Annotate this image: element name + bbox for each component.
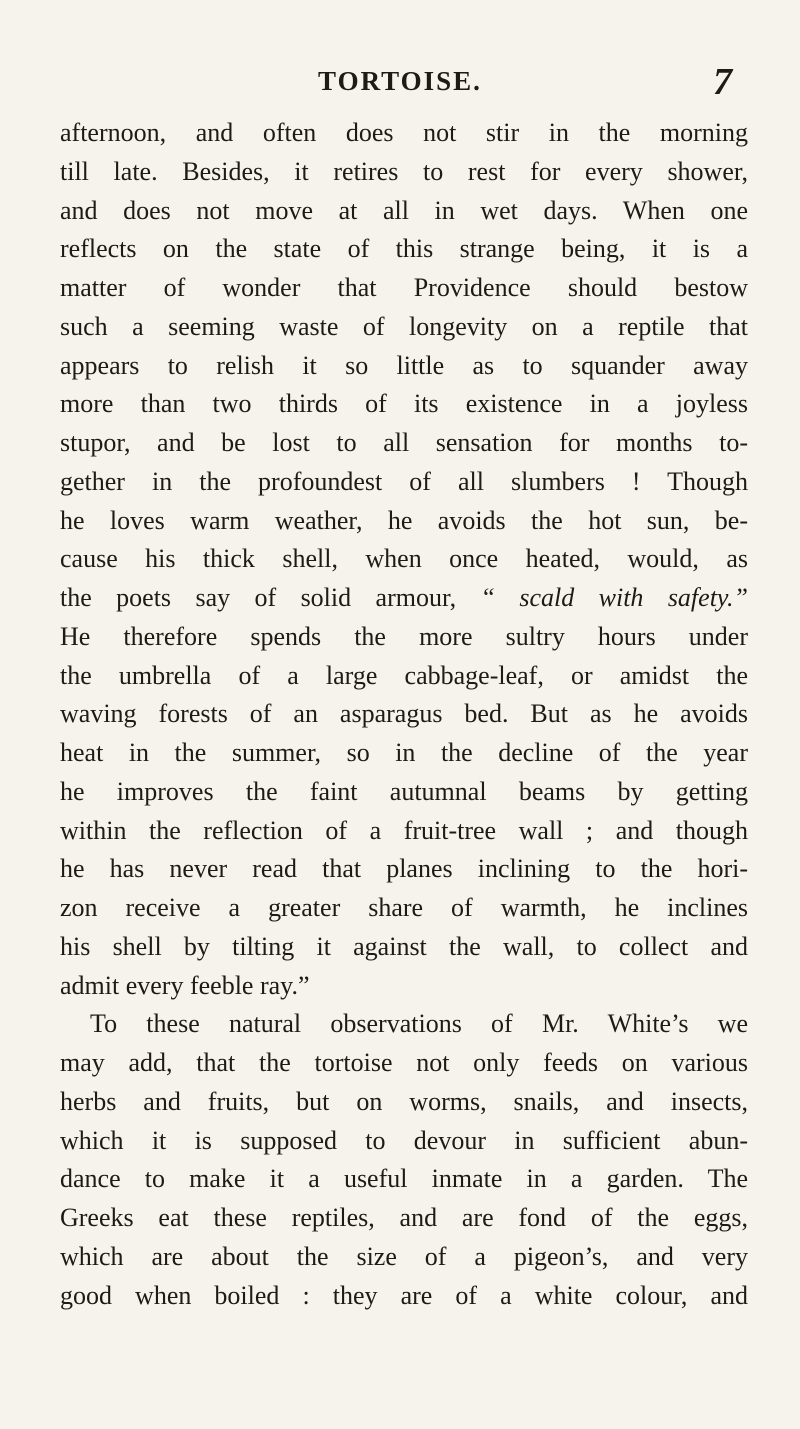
quote-italic-text: “ scald with safety.”: [480, 583, 748, 612]
text-line: appears to relish it so little as to squander away: [60, 350, 748, 380]
text-line: dance to make it a useful inmate in a garden. The: [60, 1164, 748, 1194]
text-line-quote: [60, 579, 748, 618]
text-line: he loves warm weather, he avoids the hot sun, be-: [60, 505, 748, 535]
text-line: within the reflection of a fruit-tree wall ; and though: [60, 815, 748, 845]
text-line-paragraph-start: To these natural observations of Mr. White’s we: [90, 1009, 748, 1039]
text-line: afternoon, and often does not stir in the morning: [60, 118, 748, 147]
text-line: such a seeming waste of longevity on a reptile that: [60, 311, 748, 341]
text-line: his shell by tilting it against the wall, to collect and: [60, 931, 748, 961]
text-line: may add, that the tortoise not only feeds on various: [60, 1048, 748, 1077]
text-line: more than two thirds of its existence in a joyless: [60, 389, 748, 419]
text-line-paragraph-end: admit every feeble ray.”: [60, 970, 310, 1000]
text-line: he has never read that planes inclining to the hori-: [60, 854, 748, 884]
text-line: reflects on the state of this strange being, it is a: [60, 234, 748, 264]
text-line: stupor, and be lost to all sensation for months to-: [60, 428, 748, 457]
text-line: which it is supposed to devour in sufficient abun-: [60, 1125, 748, 1155]
text-line: matter of wonder that Providence should bestow: [60, 273, 748, 302]
page-number: 7: [713, 61, 732, 103]
text-line: gether in the profoundest of all slumbers ! Though: [60, 466, 748, 496]
text-line: which are about the size of a pigeon’s, and very: [60, 1241, 748, 1271]
text-line: cause his thick shell, when once heated, would, as: [60, 544, 748, 574]
text-line: he improves the faint autumnal beams by getting: [60, 776, 748, 806]
text-line: waving forests of an asparagus bed. But as he avoids: [60, 699, 748, 729]
text-line: zon receive a greater share of warmth, he inclines: [60, 893, 748, 922]
running-head: [60, 62, 740, 102]
quote-lead-text: the poets say of solid armour,: [60, 583, 481, 612]
text-line: till late. Besides, it retires to rest for every shower,: [60, 156, 748, 186]
text-line: herbs and fruits, but on worms, snails, and insects,: [60, 1086, 748, 1116]
text-line: Greeks eat these reptiles, and are fond of the eggs,: [60, 1203, 748, 1232]
text-line: the umbrella of a large cabbage-leaf, or amidst the: [60, 660, 748, 690]
text-line: good when boiled : they are of a white colour, and: [60, 1280, 748, 1310]
body-text: [60, 114, 748, 1315]
text-line: He therefore spends the more sultry hours under: [60, 621, 748, 651]
text-line: and does not move at all in wet days. When one: [60, 195, 748, 225]
running-head-title: TORTOISE.: [318, 66, 482, 96]
text-line: heat in the summer, so in the decline of the year: [60, 738, 748, 767]
